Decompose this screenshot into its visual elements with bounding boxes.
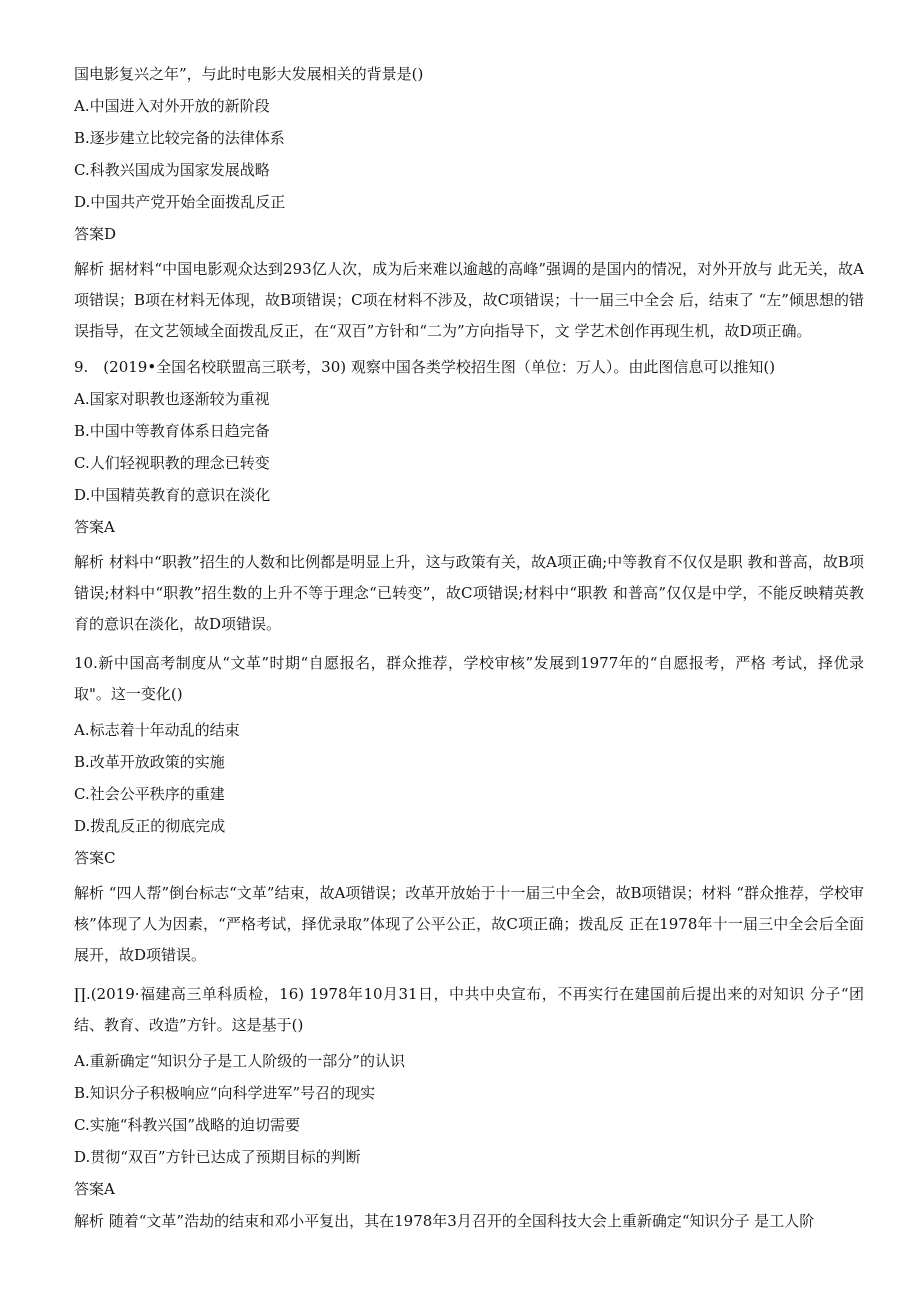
q10-stem: 10.新中国高考制度从“文革”时期“自愿报名，群众推荐，学校审核”发展到1977年的“自愿报考，严格 考试，择优录取"。这一变化() [74,654,864,703]
q8-analysis: 解析 据材料“中国电影观众达到293亿人次，成为后来难以逾越的高峰”强调的是国内的情况，对外开放与 此无关，故A项错误；B项在材料无体现，故B项错误；C项在材料不涉及，故C项错误；十一届三中全会 后，结束了 “左”倾思想的错误指导，在文艺领域全面拨乱反正，在“双百”方针和“二为”方向指导下，文 学艺术创作再现生机，故D项正确。 [74,260,864,340]
q10-answer: 答案C [74,849,116,867]
q10-option-b: B.改革开放政策的实施 [74,753,225,771]
q11-answer: 答案A [74,1180,115,1198]
q11-option-c: C.实施“科教兴国”战略的迫切需要 [74,1116,301,1134]
q9-option-c: C.人们轻视职教的理念已转变 [74,454,270,472]
q9-answer: 答案A [74,518,115,536]
q8-answer: 答案D [74,225,117,243]
q10-analysis: 解析 “四人帮”倒台标志“文革”结束，故A项错误；改革开放始于十一届三中全会，故B项错误；材料 “群众推荐，学校审核”体现了人为因素，“严格考试，择优录取”体现了公平公正，故C项正确；拨乱反 正在1978年十一届三中全会后全面展开，故D项错误。 [74,884,864,964]
q9-analysis: 解析 材料中“职教”招生的人数和比例都是明显上升，这与政策有关，故A项正确;中等教育不仅仅是职 教和普高，故B项错误;材料中“职教”招生数的上升不等于理念“已转变”，故C项错误;材料中“职教 和普高”仅仅是中学，不能反映精英教育的意识在淡化，故D项错误。 [74,553,864,633]
document-page [74,62,864,1233]
q11-stem: ∏.(2019·福建高三单科质检，16) 1978年10月31日，中共中央宣布，不再实行在建国前后提出来的对知识 分子“团结、教育、改造”方针。这是基于() [74,985,864,1034]
q10-option-c: C.社会公平秩序的重建 [74,785,225,803]
q11-option-b: B.知识分子积极响应“向科学进军”号召的现实 [74,1084,376,1102]
q9-option-a: A.国家对职教也逐渐较为重视 [74,390,270,408]
q9-option-d: D.中国精英教育的意识在淡化 [74,486,271,504]
q8-option-b: B.逐步建立比较完备的法律体系 [74,129,285,147]
q10-option-a: A.标志着十年动乱的结束 [74,721,240,739]
q8-option-d: D.中国共产党开始全面拨乱反正 [74,193,286,211]
q8-option-a: A.中国进入对外开放的新阶段 [74,97,270,115]
q10-option-d: D.拨乱反正的彻底完成 [74,817,226,835]
q11-option-a: A.重新确定“知识分子是工人阶级的一部分”的认识 [74,1052,405,1070]
q9-option-b: B.中国中等教育体系日趋完备 [74,422,270,440]
q8-option-c: C.科教兴国成为国家发展战略 [74,161,270,179]
q11-option-d: D.贯彻“双百”方针已达成了预期目标的判断 [74,1148,361,1166]
q9-stem: 9. (2019•全国名校联盟高三联考，30) 观察中国各类学校招生图（单位：万人）。由此图信息可以推知() [74,358,776,376]
q11-analysis: 解析 随着“文革”浩劫的结束和邓小平复出，其在1978年3月召开的全国科技大会上重新确定“知识分子 是工人阶 [74,1212,815,1230]
q8-stem-tail: 国电影复兴之年”，与此时电影大发展相关的背景是() [74,65,424,83]
